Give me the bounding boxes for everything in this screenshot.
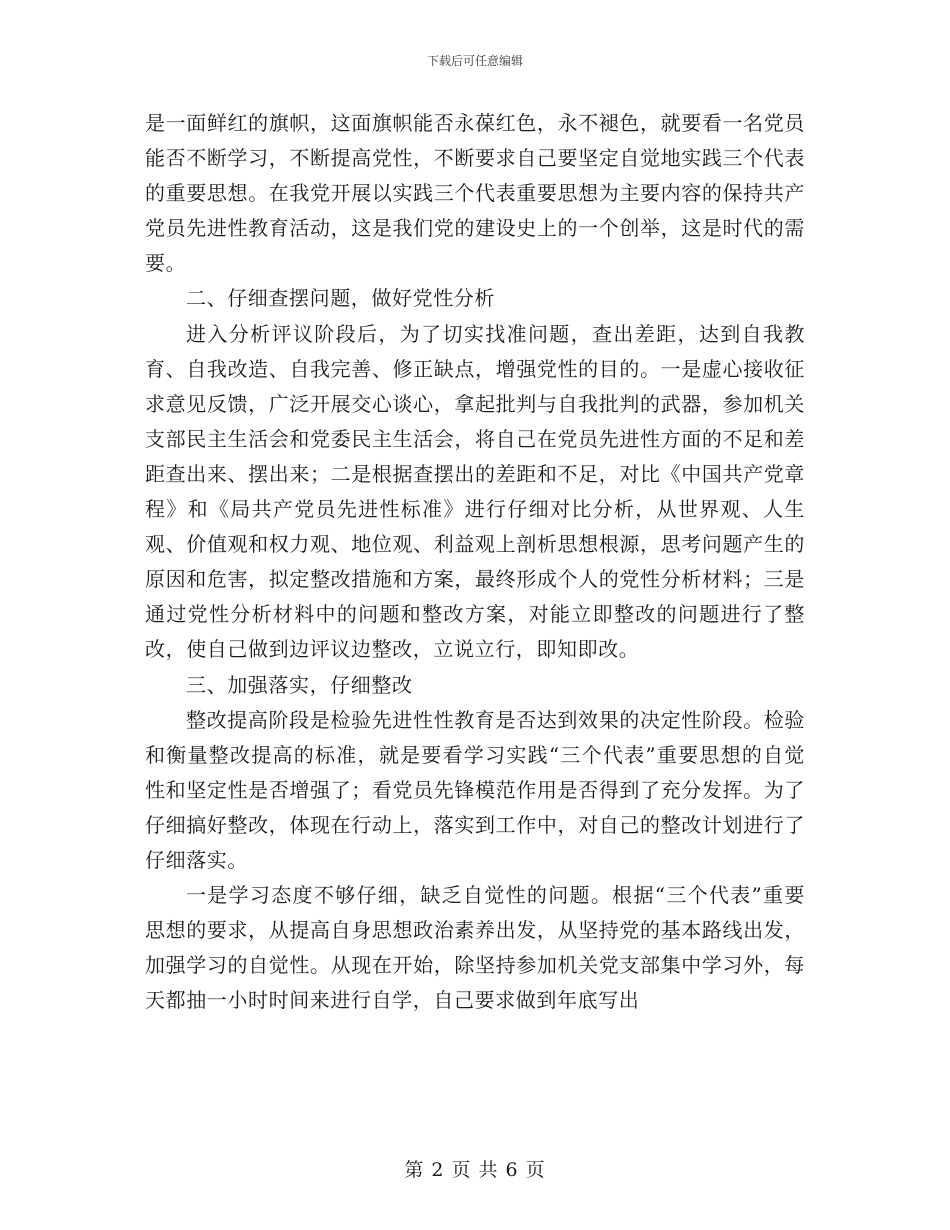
page-number: 第 2 页 共 6 页 [404, 1159, 546, 1181]
section-heading-3: 三、加强落实，仔细整改 [186, 672, 413, 697]
section-heading-2: 二、仔细查摆问题，做好党性分析 [186, 286, 495, 311]
page-header-note: 下载后可任意编辑 [426, 54, 523, 68]
document-body [145, 106, 805, 1018]
body-paragraph-rectification: 整改提高阶段是检验先进性性教育是否达到效果的决定性阶段。检验和衡量整改提高的标准，就是要看学习实践“三个代表”重要思想的自觉性和坚定性是否增强了；看党员先锋模范作用是否得到了充分发挥。为了仔细搞好整改，体现在行动上，落实到工作中，对自己的整改计划进行了仔细落实。 [145, 707, 805, 872]
body-paragraph-analysis: 进入分析评议阶段后，为了切实找准问题，查出差距，达到自我教育、自我改造、自我完善、修正缺点，增强党性的目的。一是虚心接收征求意见反馈，广泛开展交心谈心，拿起批判与自我批判的武器，参加机关支部民主生活会和党委民主生活会，将自己在党员先进性方面的不足和差距查出来、摆出来；二是根据查摆出的差距和不足，对比《中国共产党章程》和《局共产党员先进性标准》进行仔细对比分析，从世界观、人生观、价值观和权力观、地位观、利益观上剖析思想根源，思考问题产生的原因和危害，拟定整改措施和方案，最终形成个人的党性分析材料；三是通过党性分析材料中的问题和整改方案，对能立即整改的问题进行了整改，使自己做到边评议边整改，立说立行，即知即改。 [145, 321, 805, 662]
body-paragraph-study-attitude: 一是学习态度不够仔细，缺乏自觉性的问题。根据“三个代表”重要思想的要求，从提高自身思想政治素养出发，从坚持党的基本路线出发，加强学习的自觉性。从现在开始，除坚持参加机关党支部集中学习外，每天都抽一小时时间来进行自学，自己要求做到年底写出 [145, 883, 805, 1013]
body-paragraph-continuation: 是一面鲜红的旗帜，这面旗帜能否永葆红色，永不褪色，就要看一名党员能否不断学习，不断提高党性，不断要求自己要坚定自觉地实践三个代表的重要思想。在我党开展以实践三个代表重要思想为主要内容的保持共产党员先进性教育活动，这是我们党的建设史上的一个创举，这是时代的需要。 [145, 111, 805, 276]
